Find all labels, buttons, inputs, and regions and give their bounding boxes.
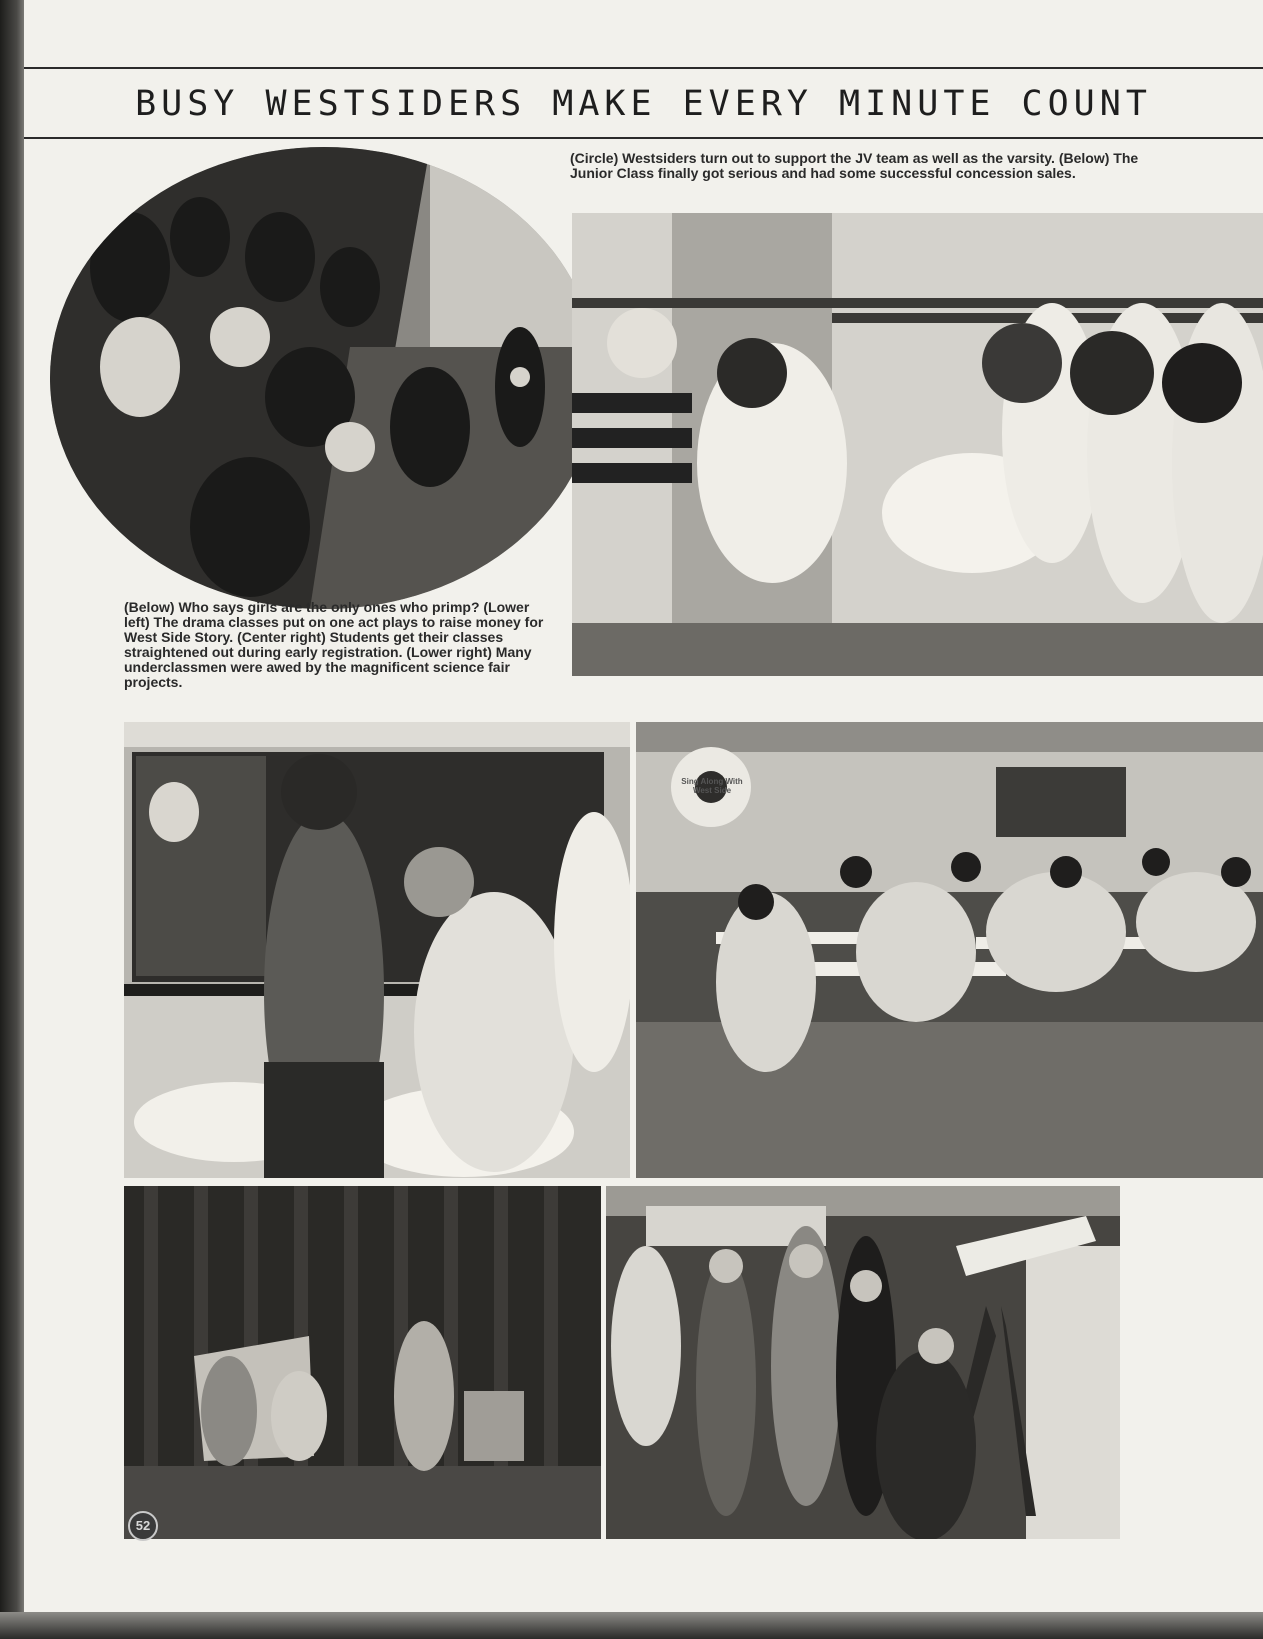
mirror-sinks-photo — [124, 722, 630, 1178]
page-bottom-shadow — [0, 1612, 1263, 1639]
page-title: BUSY WESTSIDERS MAKE EVERY MINUTE COUNT — [135, 84, 1152, 124]
sing-along-sign: Sing Along With West Side — [681, 777, 743, 795]
science-fair-photo — [606, 1186, 1120, 1539]
drama-stage-photo — [124, 1186, 601, 1539]
header-top-rule — [24, 67, 1263, 69]
caption-circle-and-concession: (Circle) Westsiders turn out to support the JV team as well as the varsity. (Below) The Junior Class finally got serious and had some successful concession sales. — [570, 150, 1139, 181]
caption-lower-photos: (Below) Who says girls are the only ones who primp? (Lower left) The drama classes put on one act plays to raise money for West Side Story. (Center right) Students get their classes straightened out during early registration. (Lower right) Many underclassmen were awed by the magnificent science fair projects. — [124, 599, 544, 690]
header-bottom-rule — [24, 137, 1263, 139]
concession-sales-photo — [572, 213, 1263, 676]
bleachers-crowd-photo — [50, 147, 598, 609]
page-number-badge: 52 — [128, 1511, 158, 1541]
book-binding-edge — [0, 0, 24, 1639]
registration-hall-photo — [636, 722, 1263, 1178]
